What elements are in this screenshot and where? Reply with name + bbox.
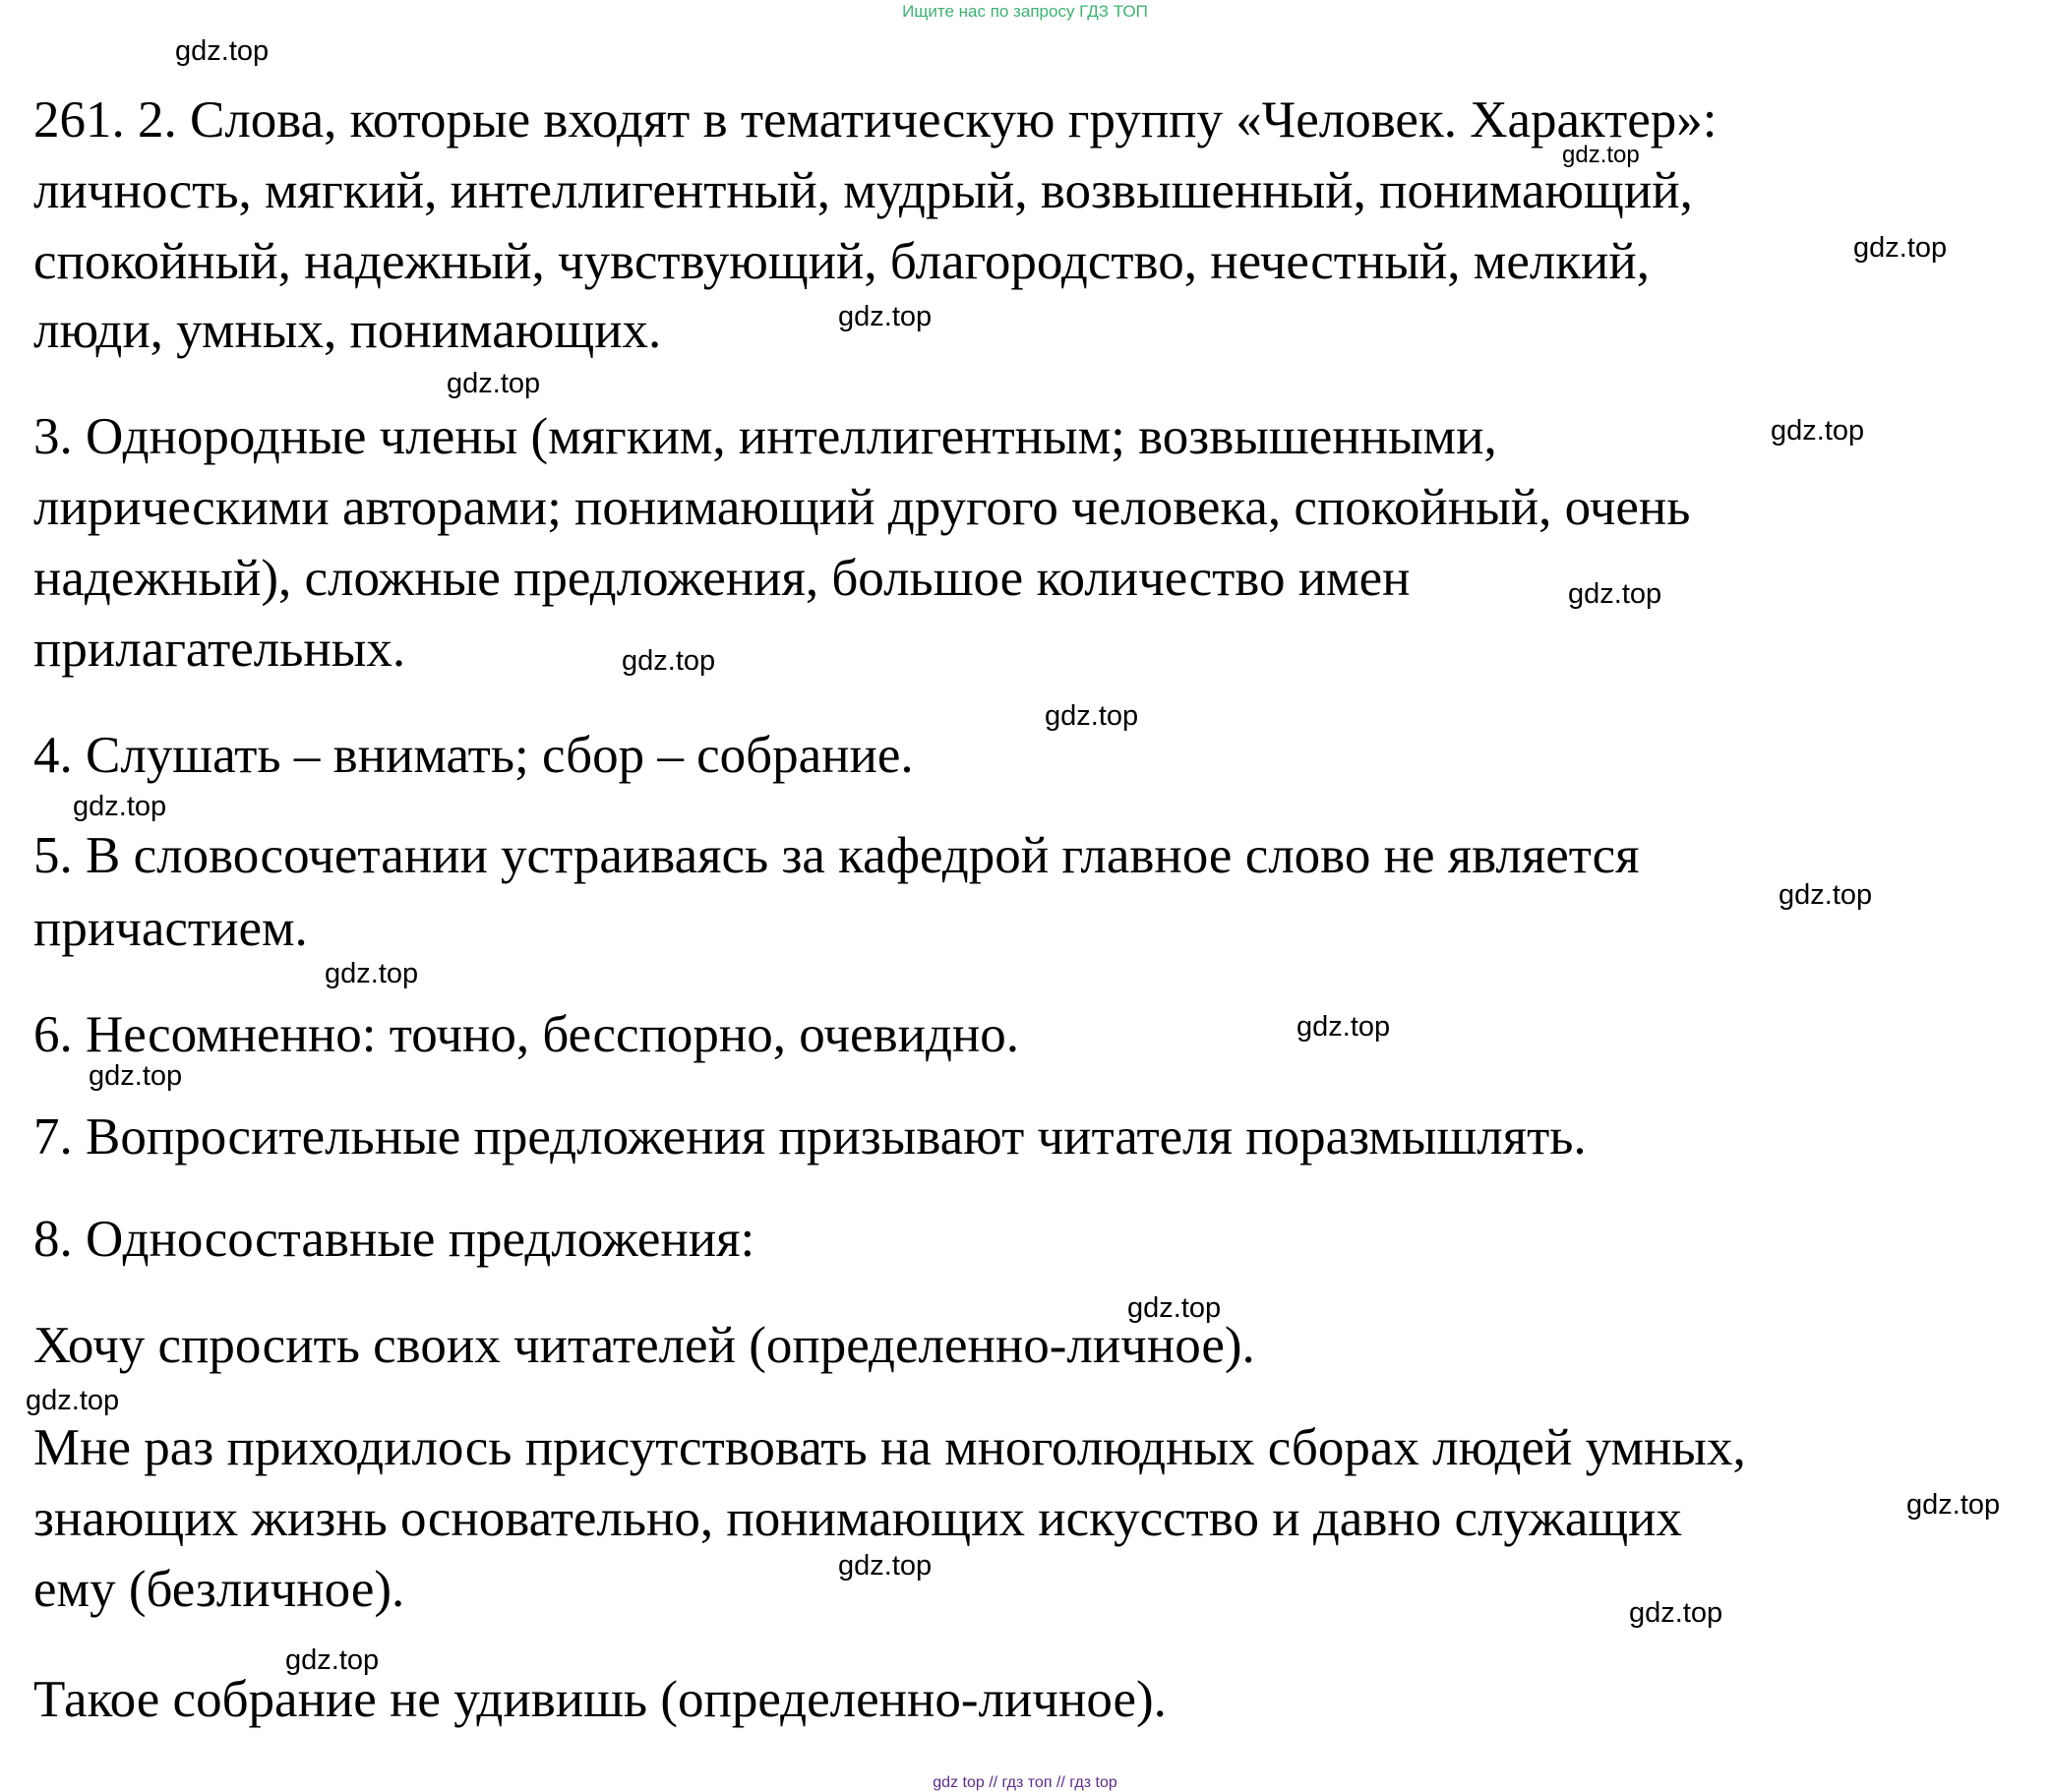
text-line: причастием. xyxy=(33,900,308,957)
watermark: gdz.top xyxy=(26,1385,120,1416)
text-line: 4. Слушать – внимать; сбор – собрание. xyxy=(33,727,914,784)
text-line: 6. Несомненно: точно, бесспорно, очевидно. xyxy=(33,1006,1020,1063)
watermark: gdz.top xyxy=(838,301,933,332)
footer-watermark: gdz top // гдз топ // гдз top xyxy=(933,1774,1117,1791)
top-banner: Ищите нас по запросу ГДЗ ТОП xyxy=(902,2,1148,21)
text-line: спокойный, надежный, чувствующий, благородство, нечестный, мелкий, xyxy=(33,233,1651,290)
text-line: знающих жизнь основательно, понимающих искусство и давно служащих xyxy=(33,1490,1683,1547)
watermark: gdz.top xyxy=(1568,578,1662,610)
watermark: gdz.top xyxy=(838,1550,933,1582)
text-line: 5. В словосочетании устраиваясь за кафедрой главное слово не является xyxy=(33,827,1640,884)
watermark: gdz.top xyxy=(622,645,716,677)
text-line: люди, умных, понимающих. xyxy=(33,302,662,359)
watermark: gdz.top xyxy=(1127,1292,1222,1324)
watermark: gdz.top xyxy=(447,368,541,399)
text-line: Мне раз приходилось присутствовать на многолюдных сборах людей умных, xyxy=(33,1419,1746,1476)
text-line: лирическими авторами; понимающий другого человека, спокойный, очень xyxy=(33,479,1691,536)
text-line: 3. Однородные члены (мягким, интеллигентным; возвышенными, xyxy=(33,408,1497,465)
text-line: 7. Вопросительные предложения призывают читателя поразмышлять. xyxy=(33,1108,1587,1165)
text-line: прилагательных. xyxy=(33,621,406,678)
watermark: gdz.top xyxy=(89,1060,183,1092)
watermark: gdz.top xyxy=(73,791,167,822)
text-line: ему (безличное). xyxy=(33,1561,405,1618)
watermark: gdz.top xyxy=(1906,1489,2001,1521)
watermark: gdz.top xyxy=(1562,142,1640,168)
watermark: gdz.top xyxy=(285,1644,380,1676)
text-line: Хочу спросить своих читателей (определенно-личное). xyxy=(33,1317,1255,1374)
watermark: gdz.top xyxy=(1771,415,1865,447)
text-line: 261. 2. Слова, которые входят в тематическую группу «Человек. Характер»: xyxy=(33,91,1718,149)
watermark: gdz.top xyxy=(175,35,270,67)
watermark: gdz.top xyxy=(1853,232,1948,264)
text-line: Такое собрание не удивишь (определенно-личное). xyxy=(33,1671,1167,1728)
watermark: gdz.top xyxy=(1629,1597,1723,1629)
text-line: надежный), сложные предложения, большое количество имен xyxy=(33,550,1411,607)
watermark: gdz.top xyxy=(1296,1011,1391,1043)
text-line: личность, мягкий, интеллигентный, мудрый, возвышенный, понимающий, xyxy=(33,162,1693,219)
text-line: 8. Односоставные предложения: xyxy=(33,1211,755,1268)
watermark: gdz.top xyxy=(325,958,419,989)
watermark: gdz.top xyxy=(1779,879,1873,911)
watermark: gdz.top xyxy=(1045,700,1139,732)
